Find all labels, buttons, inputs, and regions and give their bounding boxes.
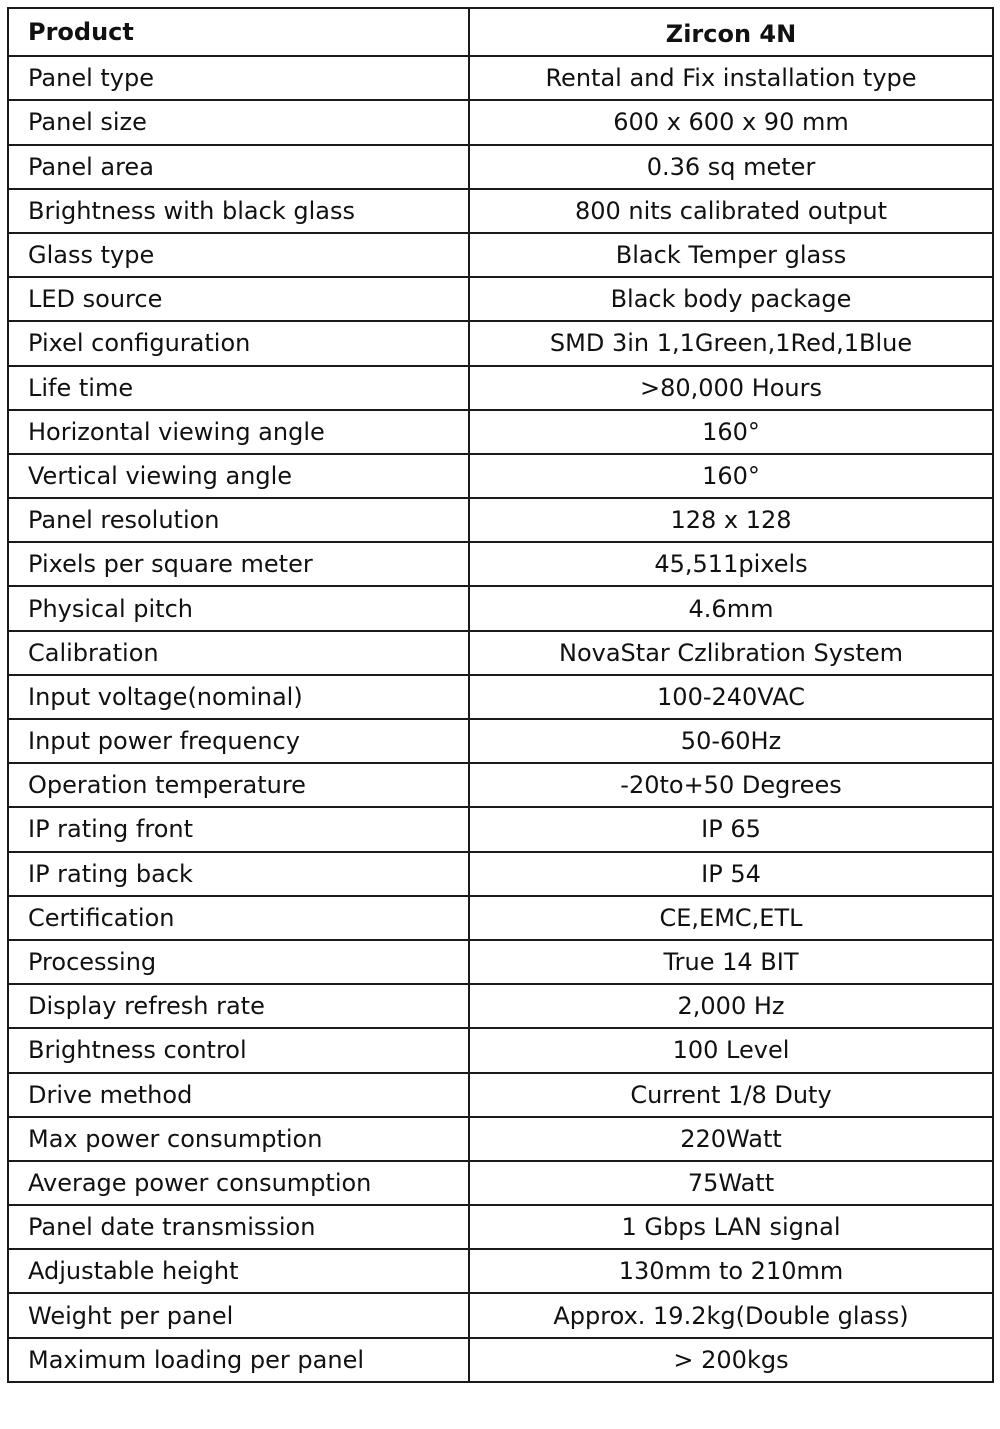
table-row	[8, 1028, 993, 1072]
spec-value-cell: 600 x 600 x 90 mm	[469, 100, 993, 144]
spec-label-cell: Brightness control	[8, 1028, 469, 1072]
spec-label-cell: Physical pitch	[8, 586, 469, 630]
table-row	[8, 586, 993, 630]
spec-label-cell: Display refresh rate	[8, 984, 469, 1028]
table-row	[8, 321, 993, 365]
spec-label-cell: Maximum loading per panel	[8, 1338, 469, 1382]
spec-value-cell: SMD 3in 1,1Green,1Red,1Blue	[469, 321, 993, 365]
spec-value-cell: >80,000 Hours	[469, 366, 993, 410]
table-row	[8, 1338, 993, 1382]
table-row	[8, 631, 993, 675]
table-row	[8, 1073, 993, 1117]
table-row	[8, 852, 993, 896]
table-row	[8, 1161, 993, 1205]
spec-value-cell: 45,511pixels	[469, 542, 993, 586]
table-row	[8, 145, 993, 189]
spec-label-cell: LED source	[8, 277, 469, 321]
spec-value-cell: 220Watt	[469, 1117, 993, 1161]
table-header-row	[8, 8, 993, 56]
spec-label-cell: Input power frequency	[8, 719, 469, 763]
spec-value-cell: 100 Level	[469, 1028, 993, 1072]
spec-label-cell: Panel date transmission	[8, 1205, 469, 1249]
spec-label-cell: IP rating front	[8, 807, 469, 851]
spec-value-cell: 160°	[469, 454, 993, 498]
spec-value-cell: Black body package	[469, 277, 993, 321]
table-row	[8, 675, 993, 719]
spec-label-cell: Brightness with black glass	[8, 189, 469, 233]
spec-label-cell: Panel resolution	[8, 498, 469, 542]
spec-value-cell: IP 54	[469, 852, 993, 896]
table-row	[8, 542, 993, 586]
spec-label-cell: Vertical viewing angle	[8, 454, 469, 498]
spec-label-cell: Life time	[8, 366, 469, 410]
spec-value-cell: Rental and Fix installation type	[469, 56, 993, 100]
table-row	[8, 896, 993, 940]
table-row	[8, 189, 993, 233]
spec-label-cell: Certification	[8, 896, 469, 940]
table-row	[8, 1117, 993, 1161]
spec-value-cell: 4.6mm	[469, 586, 993, 630]
spec-label-cell: Pixel configuration	[8, 321, 469, 365]
table-row	[8, 984, 993, 1028]
table-row	[8, 56, 993, 100]
spec-label-cell: IP rating back	[8, 852, 469, 896]
table-row	[8, 1293, 993, 1337]
spec-value-cell: 2,000 Hz	[469, 984, 993, 1028]
table-row	[8, 1205, 993, 1249]
spec-label-cell: Operation temperature	[8, 763, 469, 807]
spec-label-cell: Drive method	[8, 1073, 469, 1117]
table-row	[8, 719, 993, 763]
spec-value-cell: 0.36 sq meter	[469, 145, 993, 189]
spec-table-body	[8, 8, 993, 1382]
table-row	[8, 366, 993, 410]
spec-label-cell: Horizontal viewing angle	[8, 410, 469, 454]
spec-label-cell: Panel area	[8, 145, 469, 189]
spec-value-cell: Black Temper glass	[469, 233, 993, 277]
spec-label-cell: Average power consumption	[8, 1161, 469, 1205]
table-row	[8, 807, 993, 851]
table-row	[8, 1249, 993, 1293]
header-product-name-cell: Zircon 4N	[469, 8, 993, 56]
table-row	[8, 940, 993, 984]
spec-value-cell: -20to+50 Degrees	[469, 763, 993, 807]
spec-value-cell: > 200kgs	[469, 1338, 993, 1382]
spec-value-cell: NovaStar Czlibration System	[469, 631, 993, 675]
spec-value-cell: Current 1/8 Duty	[469, 1073, 993, 1117]
spec-value-cell: 160°	[469, 410, 993, 454]
spec-label-cell: Processing	[8, 940, 469, 984]
table-row	[8, 233, 993, 277]
spec-table	[7, 7, 994, 1383]
spec-value-cell: 75Watt	[469, 1161, 993, 1205]
header-label-cell: Product	[8, 8, 469, 56]
spec-value-cell: CE,EMC,ETL	[469, 896, 993, 940]
spec-label-cell: Adjustable height	[8, 1249, 469, 1293]
spec-label-cell: Glass type	[8, 233, 469, 277]
spec-value-cell: Approx. 19.2kg(Double glass)	[469, 1293, 993, 1337]
spec-value-cell: 1 Gbps LAN signal	[469, 1205, 993, 1249]
spec-value-cell: 50-60Hz	[469, 719, 993, 763]
table-row	[8, 498, 993, 542]
spec-label-cell: Weight per panel	[8, 1293, 469, 1337]
spec-label-cell: Pixels per square meter	[8, 542, 469, 586]
table-row	[8, 454, 993, 498]
spec-value-cell: 130mm to 210mm	[469, 1249, 993, 1293]
spec-value-cell: True 14 BIT	[469, 940, 993, 984]
table-row	[8, 763, 993, 807]
spec-value-cell: 128 x 128	[469, 498, 993, 542]
spec-label-cell: Max power consumption	[8, 1117, 469, 1161]
spec-label-cell: Panel size	[8, 100, 469, 144]
table-row	[8, 277, 993, 321]
table-row	[8, 100, 993, 144]
spec-label-cell: Panel type	[8, 56, 469, 100]
spec-value-cell: 100-240VAC	[469, 675, 993, 719]
table-row	[8, 410, 993, 454]
spec-value-cell: 800 nits calibrated output	[469, 189, 993, 233]
spec-label-cell: Calibration	[8, 631, 469, 675]
spec-label-cell: Input voltage(nominal)	[8, 675, 469, 719]
spec-value-cell: IP 65	[469, 807, 993, 851]
